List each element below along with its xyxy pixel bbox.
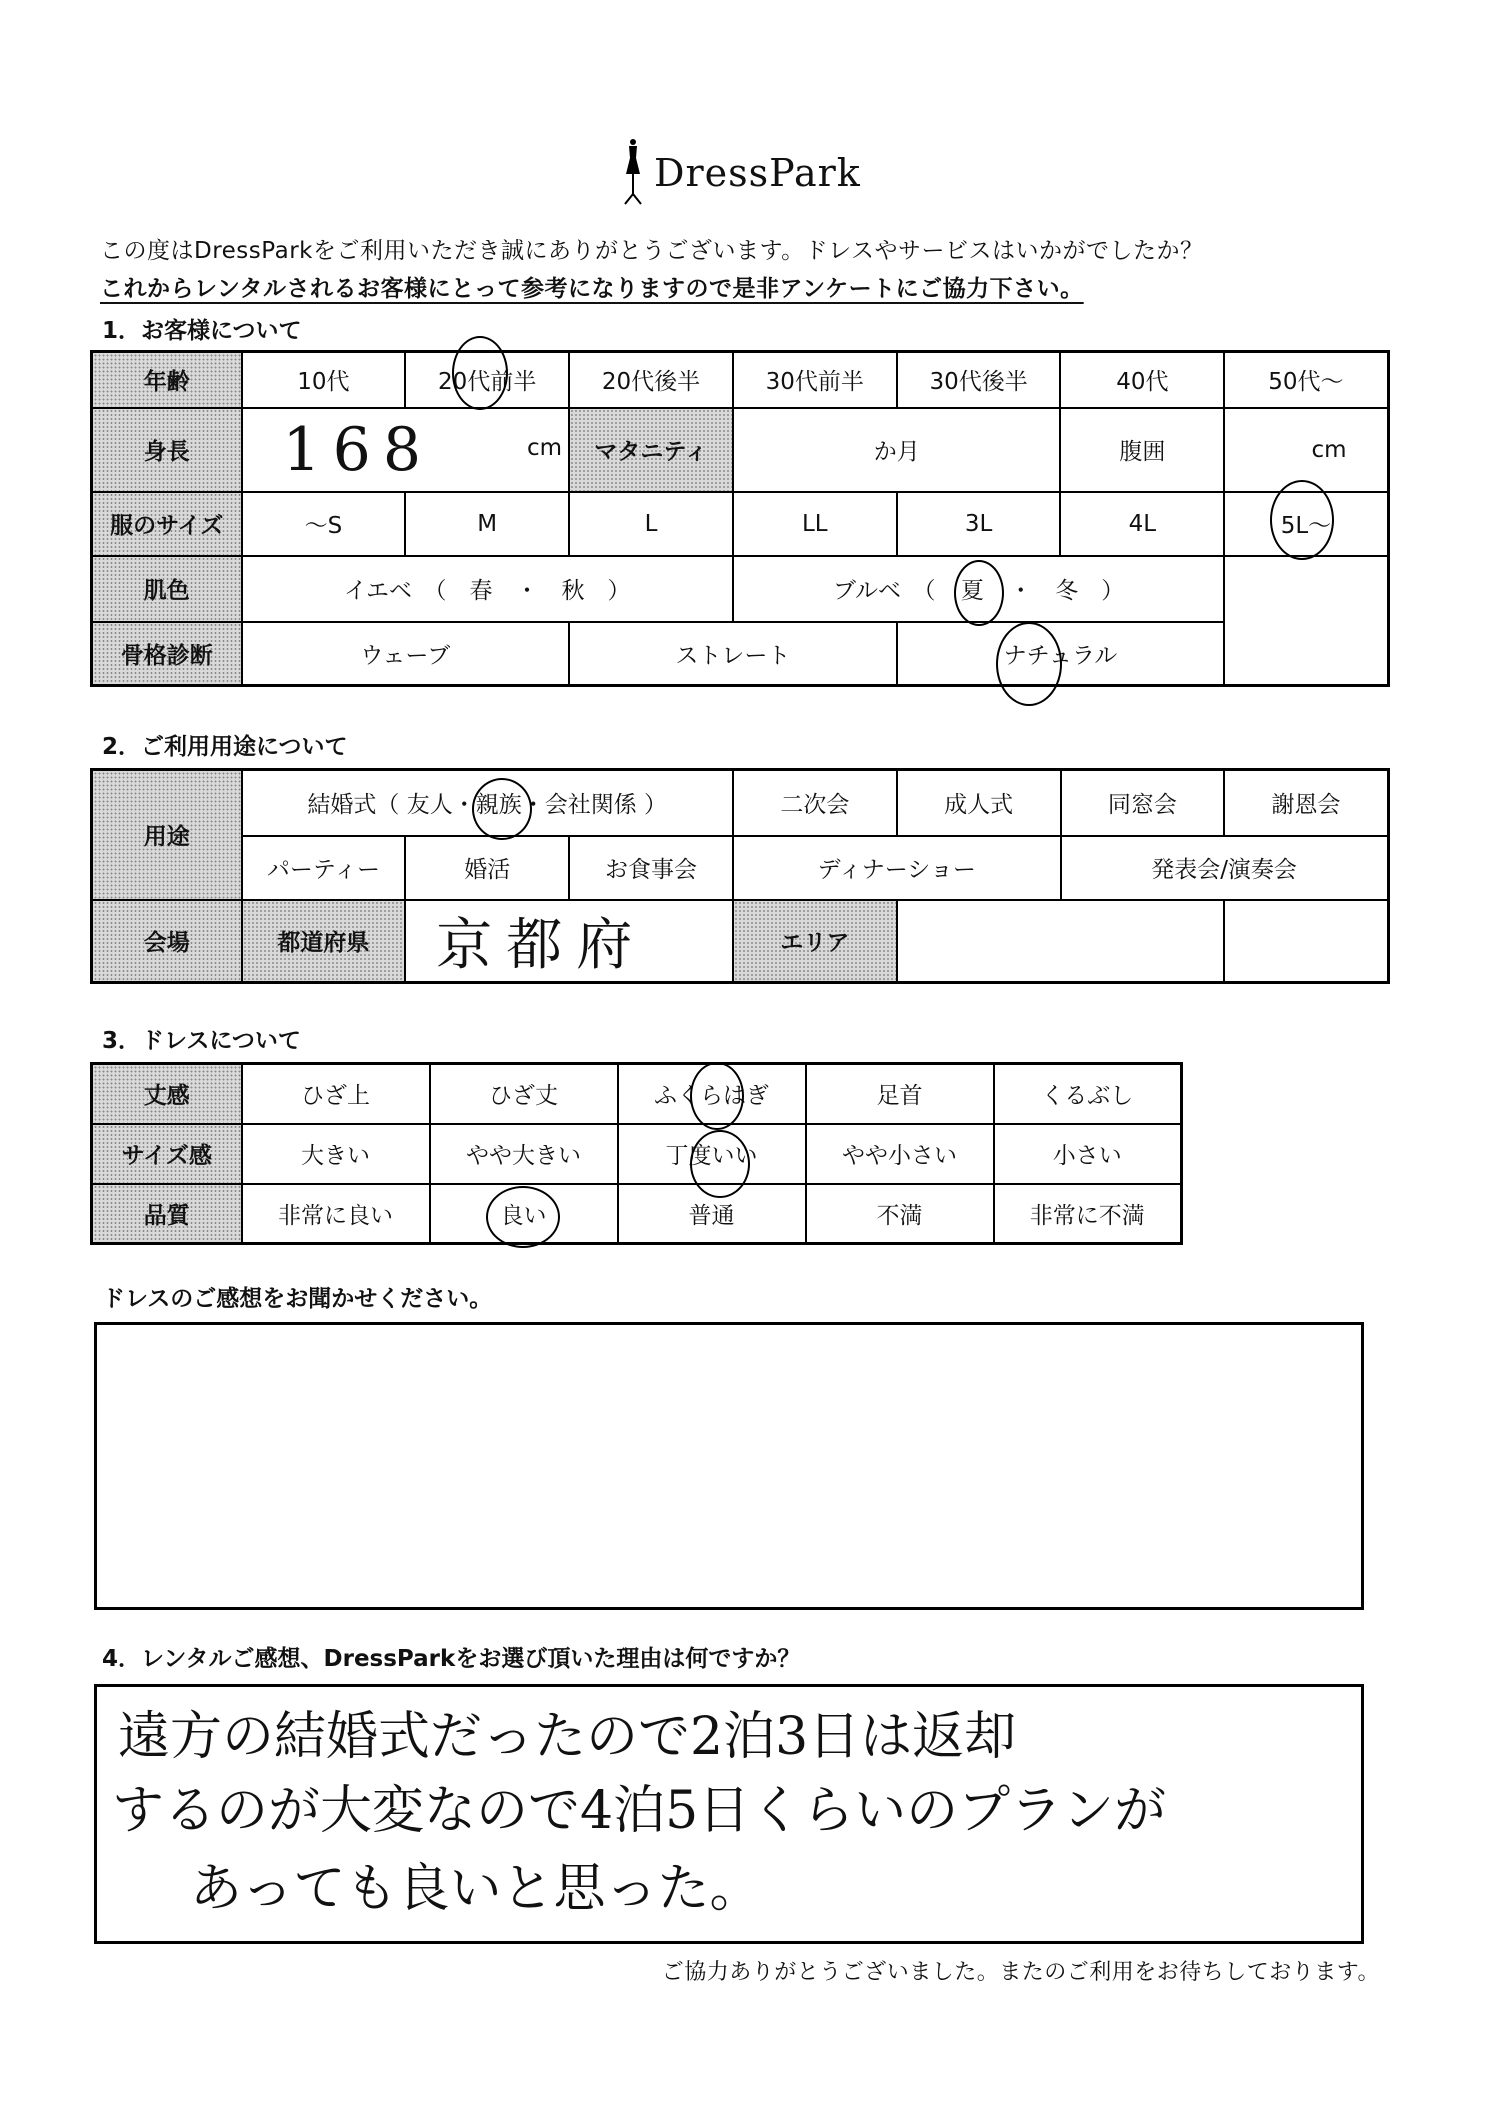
waist-label: 腹囲 <box>1060 408 1224 492</box>
age-option[interactable]: 20代後半 <box>569 352 733 408</box>
skin-label: 肌色 <box>92 556 242 622</box>
frame-option[interactable]: ストレート <box>569 622 897 686</box>
size-option[interactable]: L <box>569 492 733 556</box>
impression-prompt: ドレスのご感想をお聞かせください。 <box>102 1286 493 1312</box>
purpose-option[interactable]: 発表会/演奏会 <box>1061 836 1389 900</box>
maternity-label: マタニティ <box>569 408 733 492</box>
age-option-selected[interactable]: 20代前半 <box>405 352 569 408</box>
wedding-prefix: 結婚式（ 友人・ <box>307 792 476 819</box>
age-option[interactable]: 30代前半 <box>733 352 897 408</box>
venue-row <box>92 900 1389 983</box>
impression-box[interactable] <box>94 1322 1364 1610</box>
area-label: エリア <box>733 900 897 983</box>
frame-label: 骨格診断 <box>92 622 242 686</box>
purpose-table <box>90 768 1390 984</box>
section-3-title: 3．ドレスについて <box>102 1028 301 1054</box>
height-label: 身長 <box>92 408 242 492</box>
skin-row <box>92 556 1389 622</box>
fit-option[interactable]: やや小さい <box>806 1124 994 1184</box>
purpose-option[interactable]: 婚活 <box>405 836 569 900</box>
age-option[interactable]: 10代 <box>242 352 406 408</box>
fit-option[interactable]: 小さい <box>994 1124 1182 1184</box>
size-row <box>92 492 1389 556</box>
purpose-option[interactable]: ディナーショー <box>733 836 1061 900</box>
length-option[interactable]: くるぶし <box>994 1064 1182 1124</box>
skin-yellow[interactable]: イエベ （ 春 ・ 秋 ） <box>242 556 733 622</box>
section-1-title: 1．お客様について <box>102 318 302 344</box>
wedding-relatives[interactable]: 親族 <box>475 792 522 819</box>
quality-label: 品質 <box>92 1184 242 1244</box>
area-value[interactable] <box>897 900 1225 983</box>
length-option-selected[interactable]: ふくらはぎ <box>618 1064 806 1124</box>
length-option[interactable]: ひざ丈 <box>430 1064 618 1124</box>
customer-table <box>90 350 1390 687</box>
purpose-option[interactable]: パーティー <box>242 836 406 900</box>
quality-option[interactable]: 普通 <box>618 1184 806 1244</box>
size-label: 服のサイズ <box>92 492 242 556</box>
age-option[interactable]: 50代～ <box>1224 352 1388 408</box>
dress-table <box>90 1062 1183 1245</box>
reason-line-1: 遠方の結婚式だったので2泊3日は返却 <box>118 1707 1017 1767</box>
size-option[interactable]: M <box>405 492 569 556</box>
quality-option[interactable]: 非常に良い <box>242 1184 430 1244</box>
fit-option[interactable]: 大きい <box>242 1124 430 1184</box>
length-label: 丈感 <box>92 1064 242 1124</box>
brand-name: DressPark <box>654 151 861 195</box>
height-field[interactable] <box>242 408 570 492</box>
blank-cell <box>1224 622 1388 686</box>
age-label: 年齢 <box>92 352 242 408</box>
venue-label: 会場 <box>92 900 242 983</box>
purpose-option[interactable]: 同窓会 <box>1061 770 1225 836</box>
skin-blue-summer[interactable]: 夏 <box>960 578 984 604</box>
purpose-option[interactable]: お食事会 <box>569 836 733 900</box>
age-row <box>92 352 1389 408</box>
size-option[interactable]: LL <box>733 492 897 556</box>
reason-line-3: あっても良いと思った。 <box>190 1859 762 1919</box>
footer-thanks: ご協力ありがとうございました。またのご利用をお待ちしております。 <box>661 1960 1380 1985</box>
purpose-option[interactable]: 成人式 <box>897 770 1061 836</box>
maternity-field[interactable]: か月 <box>733 408 1061 492</box>
height-unit: cm <box>527 434 563 461</box>
quality-option[interactable]: 非常に不満 <box>994 1184 1182 1244</box>
age-option[interactable]: 40代 <box>1060 352 1224 408</box>
size-option-selected[interactable]: 5L～ <box>1224 492 1388 556</box>
blank-cell <box>1224 900 1388 983</box>
frame-option[interactable]: ウェーブ <box>242 622 570 686</box>
length-option[interactable]: 足首 <box>806 1064 994 1124</box>
fit-row <box>92 1124 1182 1184</box>
prefecture-value[interactable]: 京都府 <box>405 900 733 983</box>
wedding-suffix: ・会社関係 ） <box>521 792 668 819</box>
skin-blue-prefix: ブルベ （ <box>832 578 936 604</box>
height-value: 168 <box>282 414 434 485</box>
quality-option-selected[interactable]: 良い <box>430 1184 618 1244</box>
frame-option-selected[interactable]: ナチュラル <box>897 622 1225 686</box>
length-row <box>92 1064 1182 1124</box>
reason-line-2: するのが大変なので4泊5日くらいのプランが <box>112 1781 1167 1841</box>
skin-blue-suffix: ・ 冬 ） <box>1009 578 1125 604</box>
purpose-wedding[interactable] <box>242 770 733 836</box>
size-option[interactable]: ～S <box>242 492 406 556</box>
fit-option-selected[interactable]: 丁度いい <box>618 1124 806 1184</box>
size-option[interactable]: 4L <box>1060 492 1224 556</box>
waist-field[interactable]: cm <box>1224 408 1388 492</box>
intro-line-1: この度はDressParkをご利用いただき誠にありがとうございます。ドレスやサービスはいかがでしたか？ <box>100 238 1204 264</box>
quality-row <box>92 1184 1182 1244</box>
purpose-option[interactable]: 二次会 <box>733 770 897 836</box>
intro-line-2: これからレンタルされるお客様にとって参考になりますので是非アンケートにご協力下さい。 <box>100 276 1084 302</box>
frame-row <box>92 622 1389 686</box>
blank-cell <box>1224 556 1388 622</box>
section-4-title: 4．レンタルご感想、DressParkをお選び頂いた理由は何ですか？ <box>102 1646 801 1672</box>
quality-option[interactable]: 不満 <box>806 1184 994 1244</box>
section-2-title: 2．ご利用用途について <box>102 734 348 760</box>
purpose-label: 用途 <box>92 770 242 900</box>
prefecture-label: 都道府県 <box>242 900 406 983</box>
length-option[interactable]: ひざ上 <box>242 1064 430 1124</box>
purpose-row-1 <box>92 770 1389 836</box>
fit-option[interactable]: やや大きい <box>430 1124 618 1184</box>
height-row <box>92 408 1389 492</box>
brand-logo <box>618 128 861 218</box>
skin-blue[interactable] <box>733 556 1224 622</box>
purpose-row-2 <box>92 836 1389 900</box>
dress-icon <box>618 138 648 208</box>
size-option[interactable]: 3L <box>897 492 1061 556</box>
purpose-option[interactable]: 謝恩会 <box>1224 770 1388 836</box>
age-option[interactable]: 30代後半 <box>897 352 1061 408</box>
fit-label: サイズ感 <box>92 1124 242 1184</box>
